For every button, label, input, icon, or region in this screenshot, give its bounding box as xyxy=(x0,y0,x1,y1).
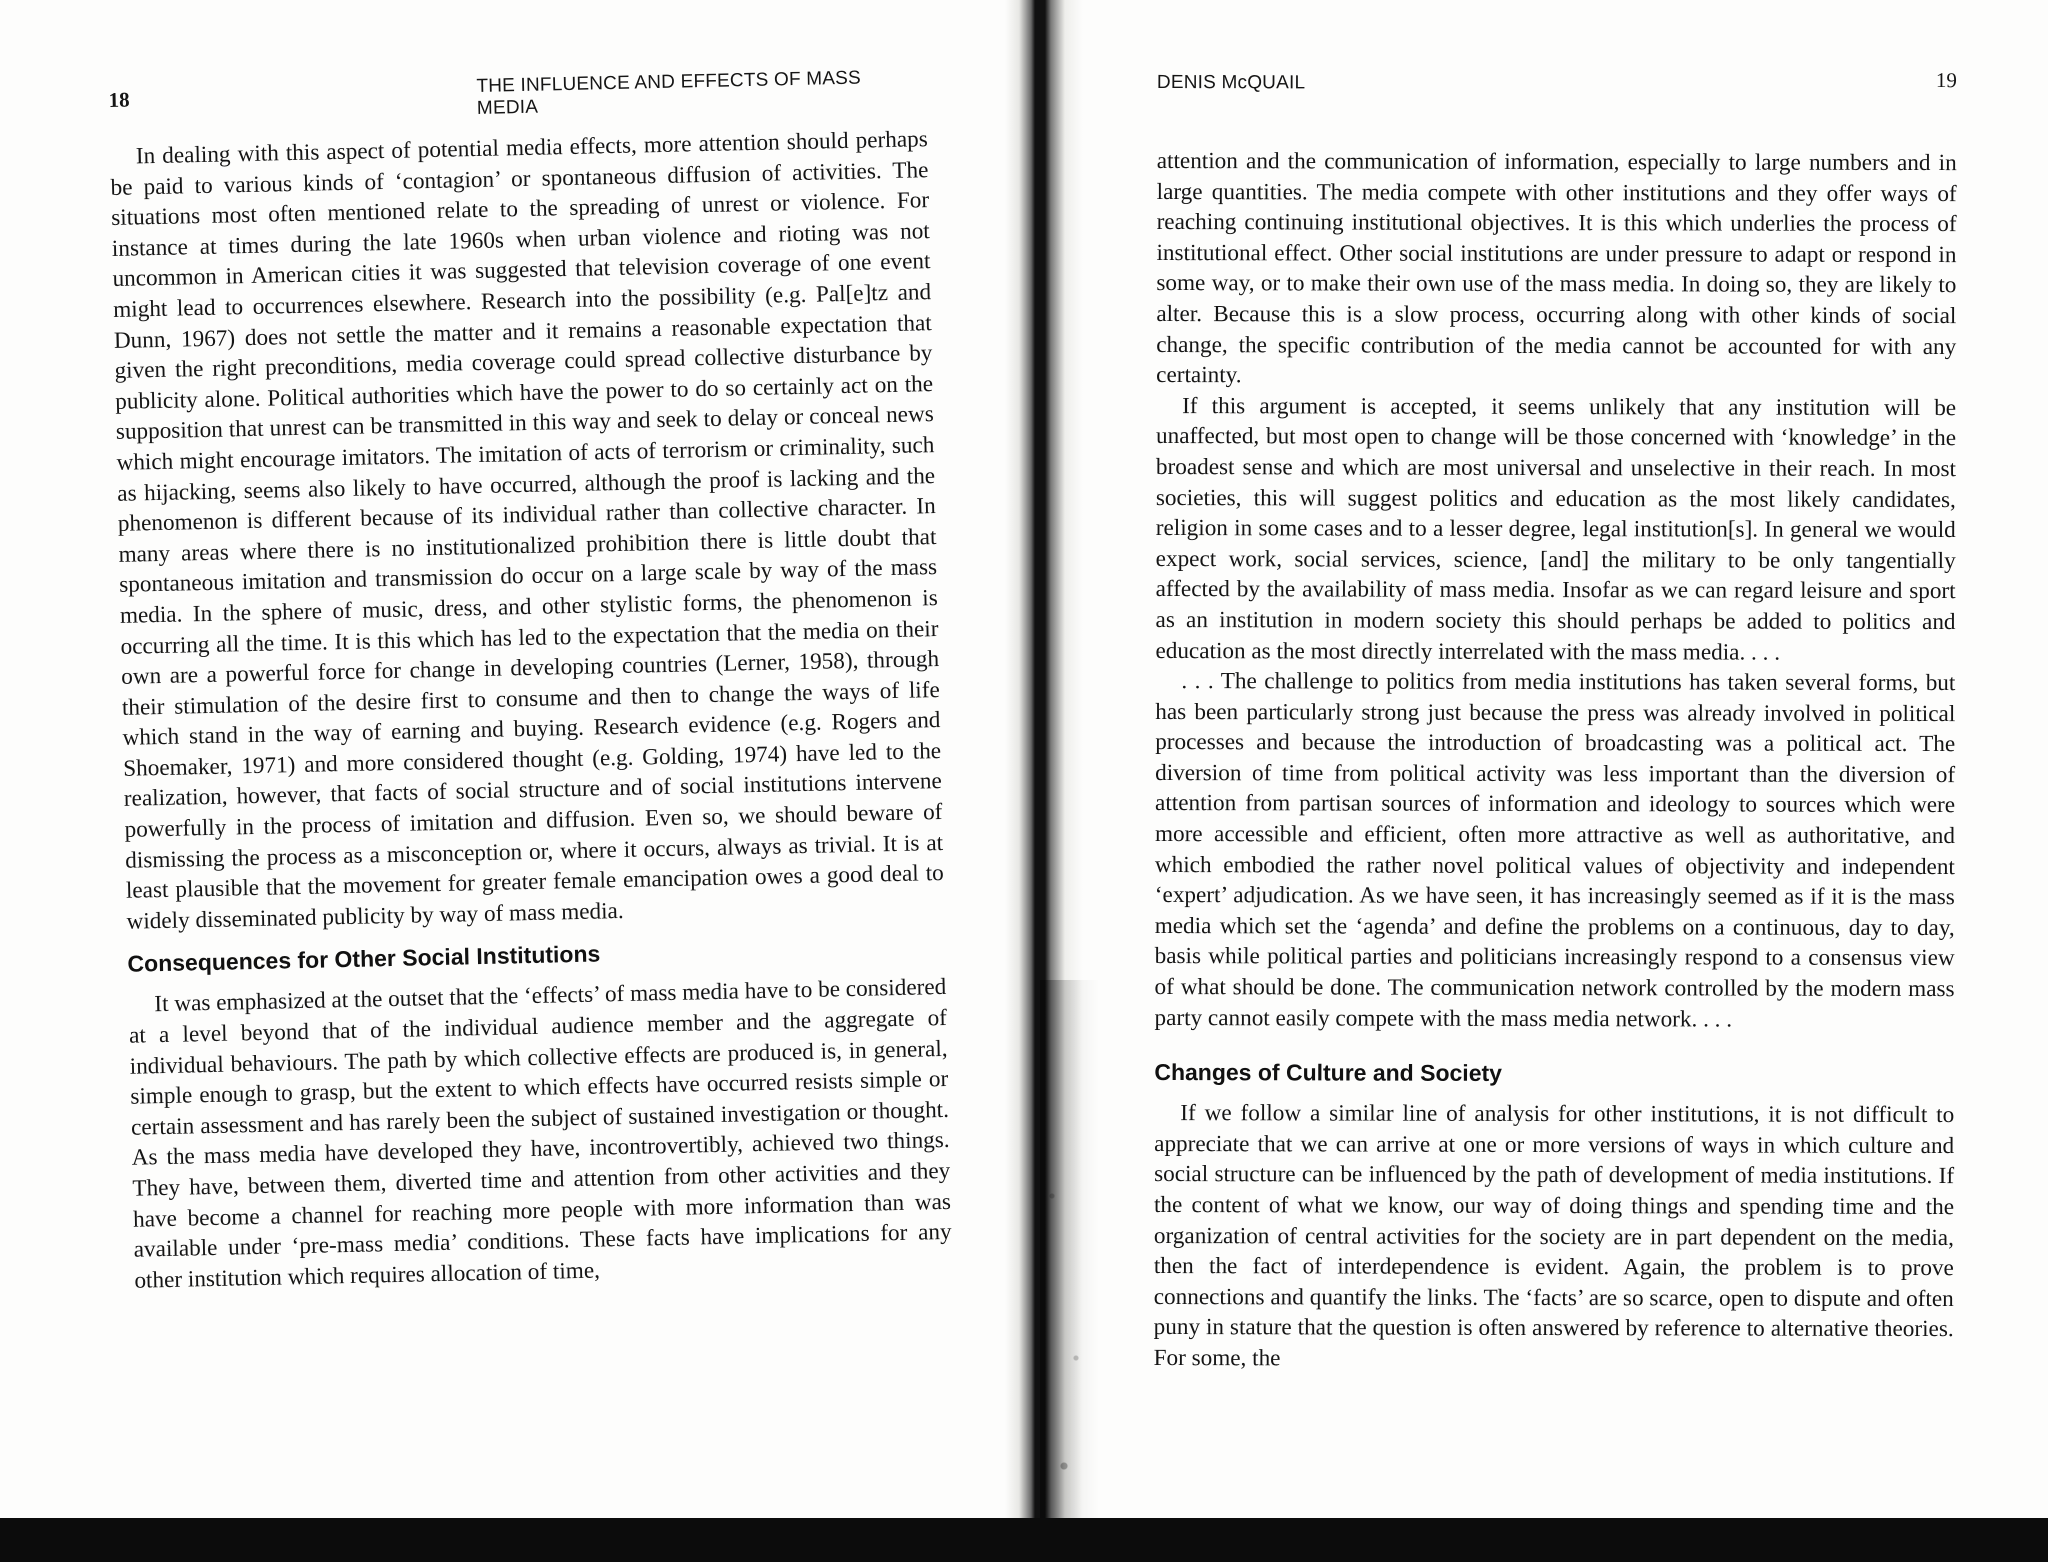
right-page xyxy=(1154,62,1957,1376)
left-section-heading: Consequences for Other Social Institutions xyxy=(127,940,601,978)
scanner-bed-edge xyxy=(0,1518,2048,1562)
right-running-head-title: DENIS McQUAIL xyxy=(1156,71,1306,94)
right-paragraph-1: attention and the communication of information, especially to large numbers and in large quantities. The media compete with other institutions and they offer ways of reaching continuing institutional objectives. It is this which underlies the process of institutional effect. Other social institutions are under pressure to adapt or respond in some way, or to make their own use of the mass media. In doing so, they are likely to alter. Because this is a slow process, occurring along with other kinds of social change, the specific contribution of the media cannot be accounted for with any certainty. xyxy=(1156,147,1957,389)
left-running-head-title: THE INFLUENCE AND EFFECTS OF MASS MEDIA xyxy=(476,67,862,119)
left-running-head xyxy=(108,52,927,119)
right-page-number: 19 xyxy=(1935,68,1957,93)
right-paragraph-4: If we follow a similar line of analysis for other institutions, it is not difficult to appreciate that we can arrive at one or more versions of ways in which culture and social structure can be influenced by the path of development of media institutions. If the content of what we know, our way of doing things and spending time and the organization of central activities for the society are in part dependent on the media, then the fact of interdependence is evident. Again, the problem is to prove connections and quantify the links. The ‘facts’ are so scarce, open to dispute and often puny in stature that the question is often answered by reference to alternative theories. For some, the xyxy=(1153,1100,1955,1372)
right-section-heading: Changes of Culture and Society xyxy=(1154,1059,1502,1087)
right-paragraph-3: . . . The challenge to politics from media institutions has taken several forms, but has been particularly strong just because the press was already involved in political processes and because the introduction of broadcasting was a political act. The diversion of time from political activity was less important than the diversion of attention from partisan sources of information and ideology to sources which were more accessible and efficient, often more attractive as well as authoritative, and which embodied the rather novel political values of objectivity and independent ‘expert’ adjudication. As we have seen, it has increasingly seemed as if it is the mass media which set the ‘agenda’ and define the problems on a continuous, day to day, basis while political parties and politicians increasingly respond to a consensus view of what should be done. The communication network controlled by the modern mass party cannot easily compete with the mass media network. . . . xyxy=(1154,668,1956,1033)
right-paragraph-2: If this argument is accepted, it seems unlikely that any institution will be unaffected, but most open to change will be those concerned with ‘knowledge’ in the broadest sense and which are most universal and unselective in their reach. In most societies, this will suggest politics and education as the most likely candidates, religion in some cases and to a lesser degree, legal institution[s]. In general we would expect work, social services, science, [and] the military to be only tangentially affected by the availability of mass media. Insofar as we can regard leisure and sport as an institution in modern society this should perhaps be added to politics and education as the most directly interrelated with the mass media. . . . xyxy=(1155,392,1957,666)
scan-shadow xyxy=(1040,980,1100,1520)
right-running-head xyxy=(1157,62,1957,100)
left-paragraph-1: In dealing with this aspect of potential media effects, more attention should perhaps be paid to various kinds of ‘contagion’ or spontaneous diffusion of activities. The situations most often mentioned relate to the spreading of unrest or violence. For instance at times during the late 1960s when urban violence and rioting was not uncommon in American cities it was suggested that television coverage of one event might lead to occurrences elsewhere. Research into the possibility (e.g. Pal[e]tz and Dunn, 1967) does not settle the matter and it remains a reasonable expectation that given the right preconditions, media coverage could spread collective disturbance by publicity alone. Political authorities which have the power to do so certainly act on the supposition that unrest can be transmitted in this way and seek to delay or conceal news which might encourage imitators. The imitation of acts of terrorism or criminality, such as hijacking, seems also likely to have occurred, although the proof is lacking and the phenomenon is different because of its individual rather than collective character. In many areas where there is no institutionalized prohibition there is little doubt that spontaneous imitation and transmission do occur on a large scale by way of the mass media. In the sphere of music, dress, and other stylistic forms, the phenomenon is occurring all the time. It is this which has led to the expectation that the media on their own are a powerful force for change in developing countries (Lerner, 1958), through their stimulation of the desire first to consume and then to change the ways of life which stand in the way of earning and buying. Research evidence (e.g. Rogers and Shoemaker, 1971) and more considered thought (e.g. Golding, 1974) have led to the realization, however, that facts of social structure and of social institutions intervene powerfully in the process of imitation and diffusion. Even so, we should beware of dismissing the process as a misconception or, where it occurs, always as trivial. It is at least plausible that the movement for greater female emancipation owes a good deal to widely disseminated publicity by way of mass media. xyxy=(110,126,945,935)
left-page-number: 18 xyxy=(108,87,130,112)
left-paragraph-2: It was emphasized at the outset that the ‘effects’ of mass media have to be considered at a level beyond that of the individual audience member and the aggregate of individual behaviours. The path by which collective effects are produced is, in general, simple enough to grasp, but the extent to which effects have occurred resists simple or certain assessment and has rarely been the subject of sustained investigation or thought. As the mass media have developed they have, incontrovertibly, achieved two things. They have, between them, diverted time and attention from other activities and they have become a channel for reaching more people with more information than was available under ‘pre-mass media’ conditions. These facts have implications for any other institution which requires allocation of time, xyxy=(128,974,952,1294)
left-page xyxy=(108,52,953,1296)
